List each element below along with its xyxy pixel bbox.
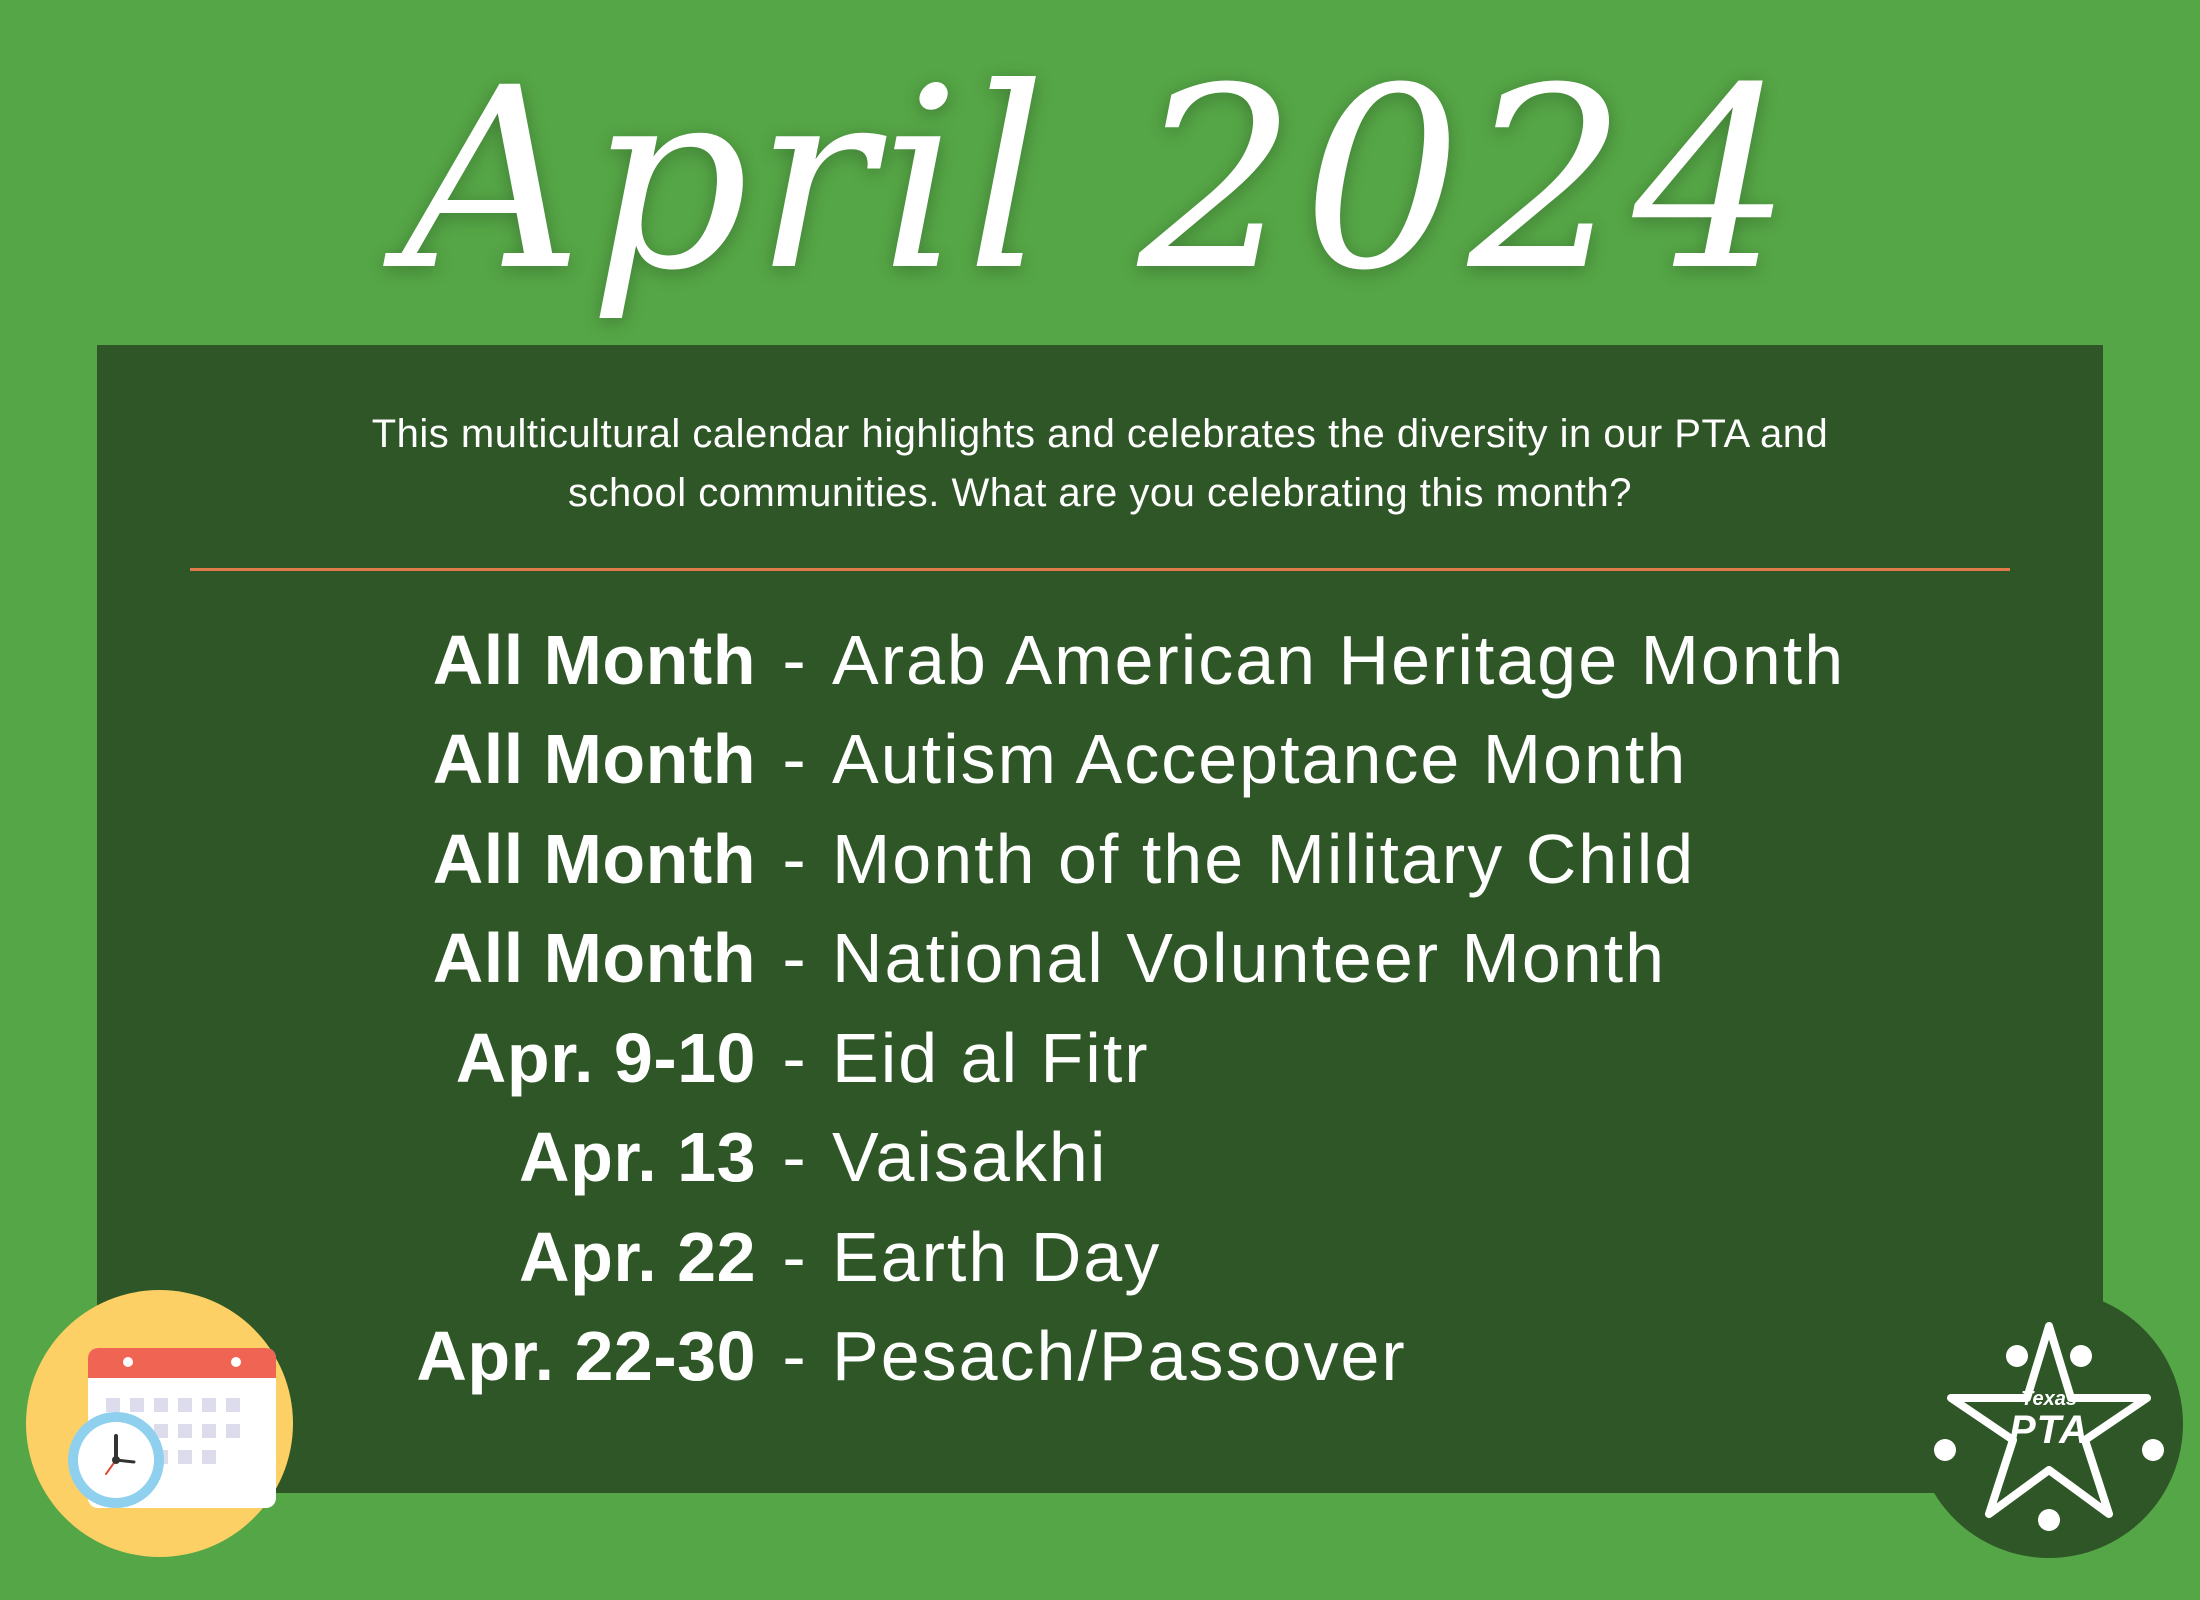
event-separator: - [782,919,806,998]
event-date: Apr. 22-30 [416,1317,756,1396]
intro-text [150,405,2050,523]
event-row [0,1307,2200,1407]
event-name: Earth Day [832,1217,1162,1296]
page-title: April 2024 [402,34,1798,325]
event-row [0,710,2200,810]
event-row [0,1207,2200,1307]
event-date: Apr. 9-10 [455,1018,756,1097]
logo-state: Texas [2021,1388,2077,1410]
event-date: All Month [432,919,756,998]
event-separator: - [782,1018,806,1097]
event-separator: - [782,1118,806,1197]
intro-line-2: school communities. What are you celebrating this month? [567,471,1633,515]
event-row [0,909,2200,1009]
event-date: Apr. 22 [519,1217,756,1296]
event-date: All Month [432,819,756,898]
event-row [0,610,2200,710]
event-row [0,809,2200,909]
event-name: Pesach/Passover [832,1317,1407,1396]
event-separator: - [782,1217,806,1296]
event-name: Month of the Military Child [832,819,1696,898]
event-name: National Volunteer Month [832,919,1667,998]
event-name: Autism Acceptance Month [832,720,1688,799]
intro-line-1: This multicultural calendar highlights and celebrates the diversity in our PTA and [371,412,1829,456]
event-name: Arab American Heritage Month [832,620,1846,699]
texas-pta-logo [1915,1290,2183,1558]
event-separator: - [782,620,806,699]
event-row [0,1008,2200,1108]
calendar-clock-icon [26,1290,293,1557]
event-separator: - [782,720,806,799]
event-date: Apr. 13 [519,1118,756,1197]
logo-name: PTA [2008,1408,2090,1452]
event-date: All Month [432,620,756,699]
event-name: Vaisakhi [832,1118,1108,1197]
calendar-badge [26,1290,293,1557]
event-separator: - [782,819,806,898]
divider [190,568,2010,571]
event-name: Eid al Fitr [832,1018,1150,1097]
event-separator: - [782,1317,806,1396]
events-list [0,610,2200,1406]
event-row [0,1108,2200,1208]
event-date: All Month [432,720,756,799]
